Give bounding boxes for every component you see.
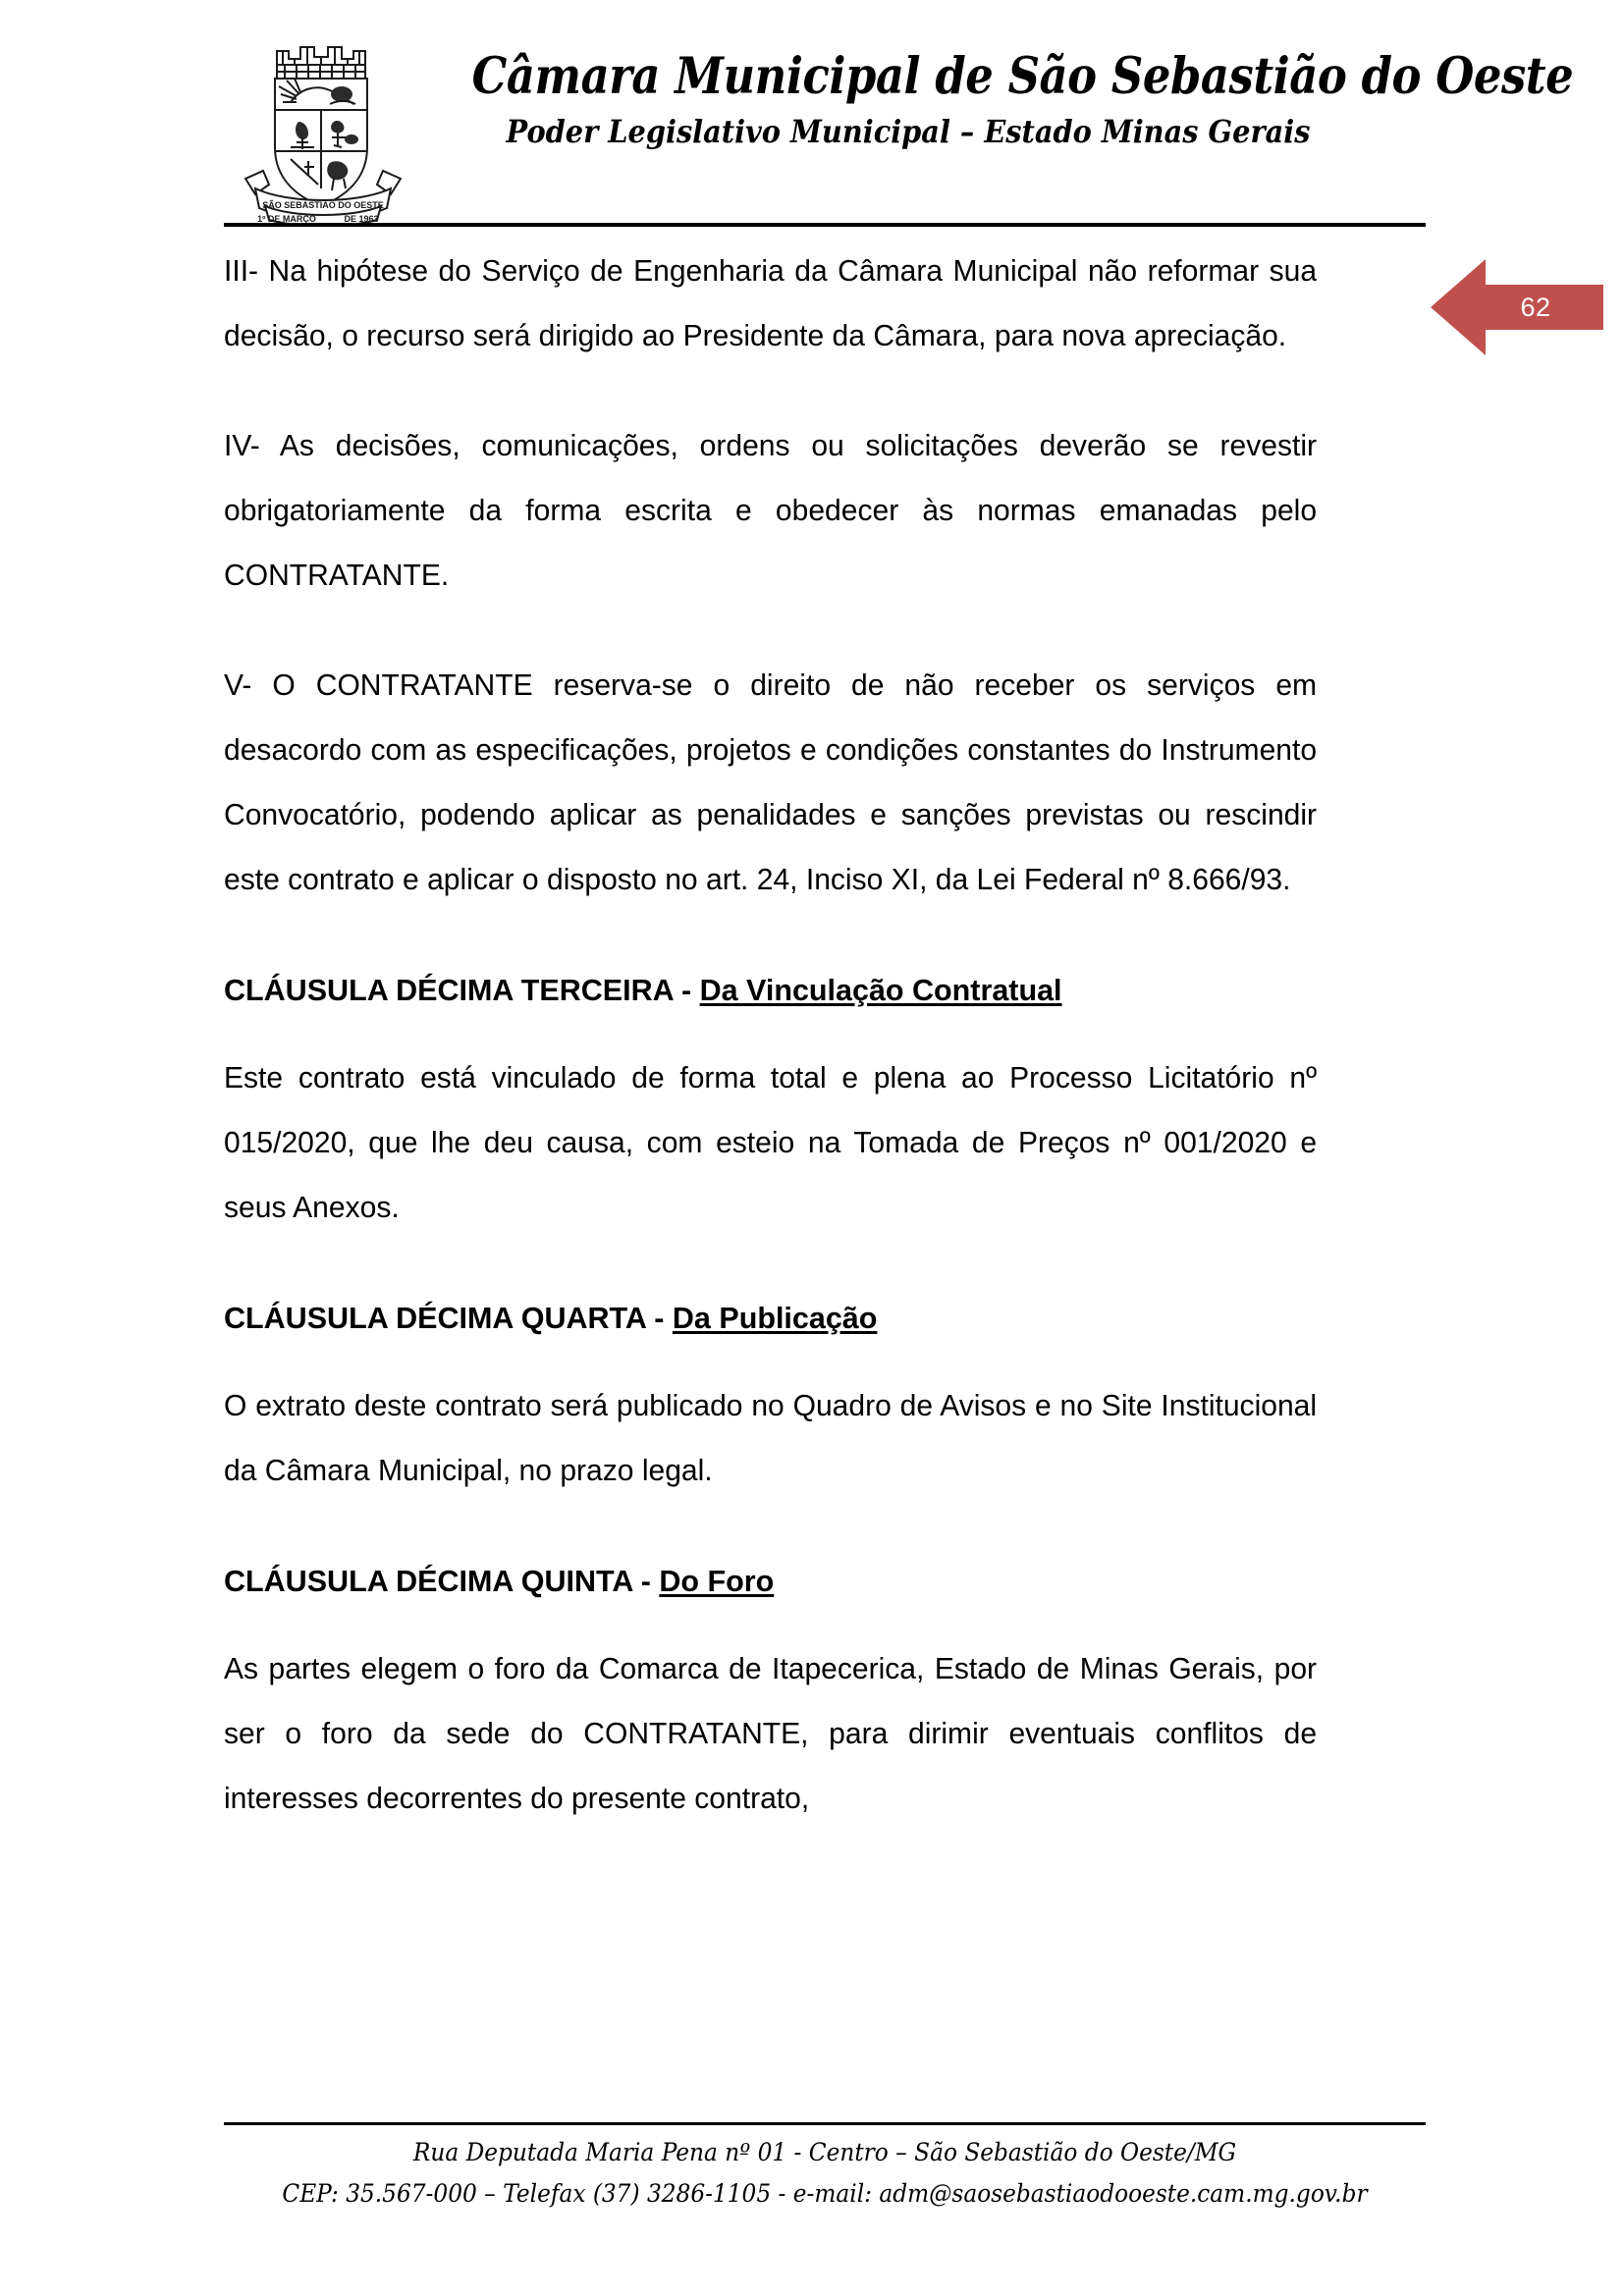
clause-heading-fifteenth bbox=[224, 1556, 1333, 1607]
footer-contact-line: CEP: 35.567-000 – Telefax (37) 3286-1105 - e-mail: adm@saosebastiaodooeste.cam.mg.gov.br bbox=[282, 2179, 1368, 2208]
crest-motto-right: DE 1963 bbox=[344, 214, 379, 223]
paragraph-iii: III- Na hipótese do Serviço de Engenharia da Câmara Municipal não reformar sua decisão, o recurso será dirigido ao Presidente da Câmara, para nova apreciação. bbox=[224, 254, 1318, 352]
document-header bbox=[0, 0, 1624, 228]
clause-heading-thirteenth bbox=[224, 965, 1333, 1016]
paragraph-clause-15: As partes elegem o foro da Comarca de Itapecerica, Estado de Minas Gerais, por ser o foro da sede do CONTRATANTE, para dirimir eventuais conflitos de interesses decorrentes do presente contrato, bbox=[224, 1652, 1318, 1815]
clause-heading-fourteenth bbox=[224, 1293, 1333, 1344]
clause-13-title: Da Vinculação Contratual bbox=[699, 974, 1062, 1007]
header-text-block bbox=[412, 47, 1574, 150]
paragraph-clause-14: O extrato deste contrato será publicado no Quadro de Avisos e no Site Institucional da Câmara Municipal, no prazo legal. bbox=[224, 1389, 1318, 1487]
page-marker-annotation bbox=[1429, 253, 1605, 361]
footer-address-line: Rua Deputada Maria Pena nº 01 - Centro – São Sebastião do Oeste/MG bbox=[412, 2138, 1237, 2166]
paragraph-spacer bbox=[224, 943, 1333, 965]
paragraph-spacer bbox=[224, 1271, 1333, 1293]
paragraph-spacer bbox=[224, 1534, 1333, 1556]
page-number-badge: 62 bbox=[1520, 292, 1551, 322]
clause-14-title: Da Publicação bbox=[672, 1302, 878, 1335]
paragraph-v: V- O CONTRATANTE reserva-se o direito de não receber os serviços em desacordo com as especificações, projetos e condições constantes do Instrumento Convocatório, podendo aplicar as penalidades e sanções previstas ou rescindir este contrato e aplicar o disposto no art. 24, Inciso XI, da Lei Federal nº 8.666/93. bbox=[224, 668, 1318, 896]
paragraph-iv: IV- As decisões, comunicações, ordens ou solicitações deverão se revestir obrigatoriamente da forma escrita e obedecer às normas emanadas pelo CONTRATANTE. bbox=[224, 429, 1318, 592]
document-footer bbox=[224, 2132, 1426, 2215]
document-body bbox=[224, 239, 1333, 1862]
clause-15-prefix: CLÁUSULA DÉCIMA QUINTA - bbox=[224, 1565, 660, 1598]
organization-subtitle: Poder Legislativo Municipal – Estado Minas Gerais bbox=[506, 112, 1311, 150]
paragraph-clause-13: Este contrato está vinculado de forma total e plena ao Processo Licitatório nº 015/2020, que lhe deu causa, com esteio na Tomada de Preços nº 001/2020 e seus Anexos. bbox=[224, 1061, 1318, 1224]
clause-13-prefix: CLÁUSULA DÉCIMA TERCEIRA - bbox=[224, 974, 700, 1007]
footer-divider bbox=[224, 2122, 1426, 2125]
header-divider bbox=[224, 223, 1426, 227]
clause-15-title: Do Foro bbox=[659, 1565, 775, 1598]
coat-of-arms-icon bbox=[240, 31, 406, 223]
organization-title: Câmara Municipal de São Sebastião do Oeste bbox=[471, 47, 1574, 106]
crest-motto-top: SÃO SEBASTIÃO DO OESTE bbox=[262, 200, 384, 210]
paragraph-spacer bbox=[224, 400, 1333, 413]
paragraph-spacer bbox=[224, 639, 1333, 653]
clause-14-prefix: CLÁUSULA DÉCIMA QUARTA - bbox=[224, 1302, 673, 1335]
crest-motto-left: 1º DE MARÇO bbox=[257, 214, 316, 223]
